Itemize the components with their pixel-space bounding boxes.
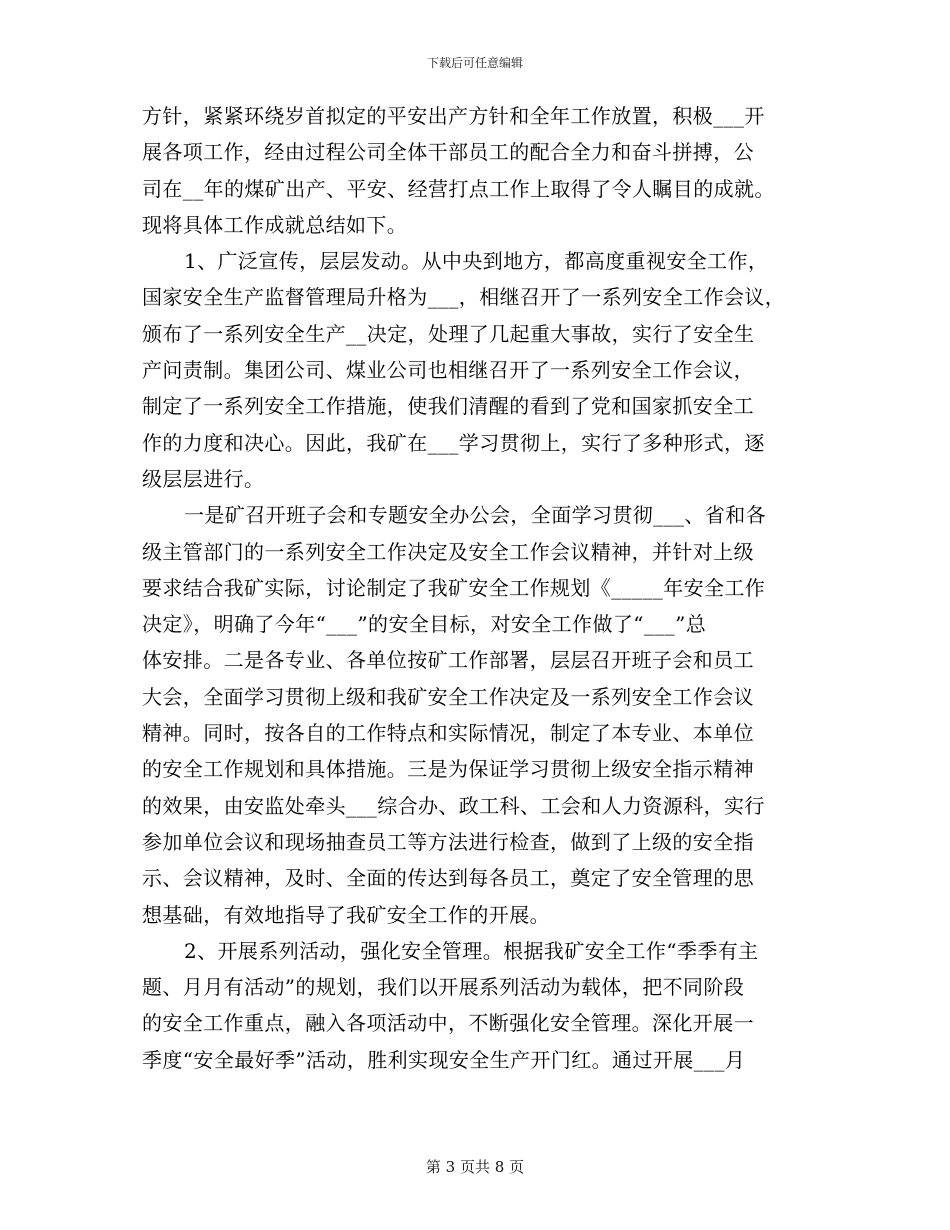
text-line: 的效果，由安监处牵头___综合办、政工科、工会和人力资源科，实行: [142, 793, 765, 818]
text-line: 的安全工作重点，融入各项活动中，不断强化安全管理。深化开展一: [142, 1011, 754, 1036]
text-line: 级主管部门的一系列安全工作决定及安全工作会议精神，并针对上级: [142, 539, 754, 564]
text-line: 现将具体工作成就总结如下。: [142, 212, 408, 237]
paragraph-first-line: 一是矿召开班子会和专题安全办公会，全面学习贯彻___、省和各: [184, 503, 766, 528]
text-line: 作的力度和决心。因此，我矿在___学习贯彻上，实行了多种形式，逐: [142, 430, 765, 455]
text-line: 产问责制。集团公司、煤业公司也相继召开了一系列安全工作会议，: [142, 358, 754, 383]
text-line: 的安全工作规划和具体措施。三是为保证学习贯彻上级安全指示精神: [142, 757, 754, 782]
text-line: 参加单位会议和现场抽查员工等方法进行检查，做到了上级的安全指: [142, 829, 754, 854]
text-line: 题、月月有活动”的规划，我们以开展系列活动为载体，把不同阶段: [142, 975, 745, 1000]
text-line: 想基础，有效地指导了我矿安全工作的开展。: [142, 902, 550, 927]
text-line: 国家安全生产监督管理局升格为___，相继召开了一系列安全工作会议，: [142, 285, 786, 310]
text-line: 季度“安全最好季”活动，胜利实现安全生产开门红。通过开展___月: [142, 1047, 746, 1072]
text-line: 决定》，明确了今年“___”的安全目标，对安全工作做了“___”总: [142, 612, 707, 637]
text-line: 制定了一系列安全工作措施，使我们清醒的看到了党和国家抓安全工: [142, 394, 754, 419]
page-header: 下载后可任意编辑: [426, 56, 523, 70]
page-number: 第 3 页共 8 页: [425, 1158, 525, 1176]
text-line: 展各项工作，经由过程公司全体干部员工的配合全力和奋斗拼搏，公: [142, 140, 754, 165]
text-line: 级层层进行。: [142, 466, 265, 491]
text-line: 精神。同时，按各自的工作特点和实际情况，制定了本专业、本单位: [142, 721, 754, 746]
text-line: 体安排。二是各专业、各单位按矿工作部署，层层召开班子会和员工: [142, 648, 754, 673]
paragraph-first-line: 2、开展系列活动，强化安全管理。根据我矿安全工作“季季有主: [184, 938, 759, 963]
text-line: 颁布了一系列安全生产__决定，处理了几起重大事故，实行了安全生: [142, 321, 755, 346]
text-line: 司在__年的煤矿出产、平安、经营打点工作上取得了令人瞩目的成就。: [142, 176, 775, 201]
document-body: [142, 98, 814, 1078]
text-line: 方针，紧紧环绕岁首拟定的平安出产方针和全年工作放置，积极___开: [142, 104, 765, 128]
text-line: 示、会议精神，及时、全面的传达到每各员工，奠定了安全管理的思: [142, 866, 754, 891]
text-line: 大会，全面学习贯彻上级和我矿安全工作决定及一系列安全工作会议: [142, 684, 754, 709]
text-line: 要求结合我矿实际，讨论制定了我矿安全工作规划《_____年安全工作: [142, 575, 766, 600]
paragraph-first-line: 1、广泛宣传，层层发动。从中央到地方，都高度重视安全工作，: [184, 249, 769, 274]
